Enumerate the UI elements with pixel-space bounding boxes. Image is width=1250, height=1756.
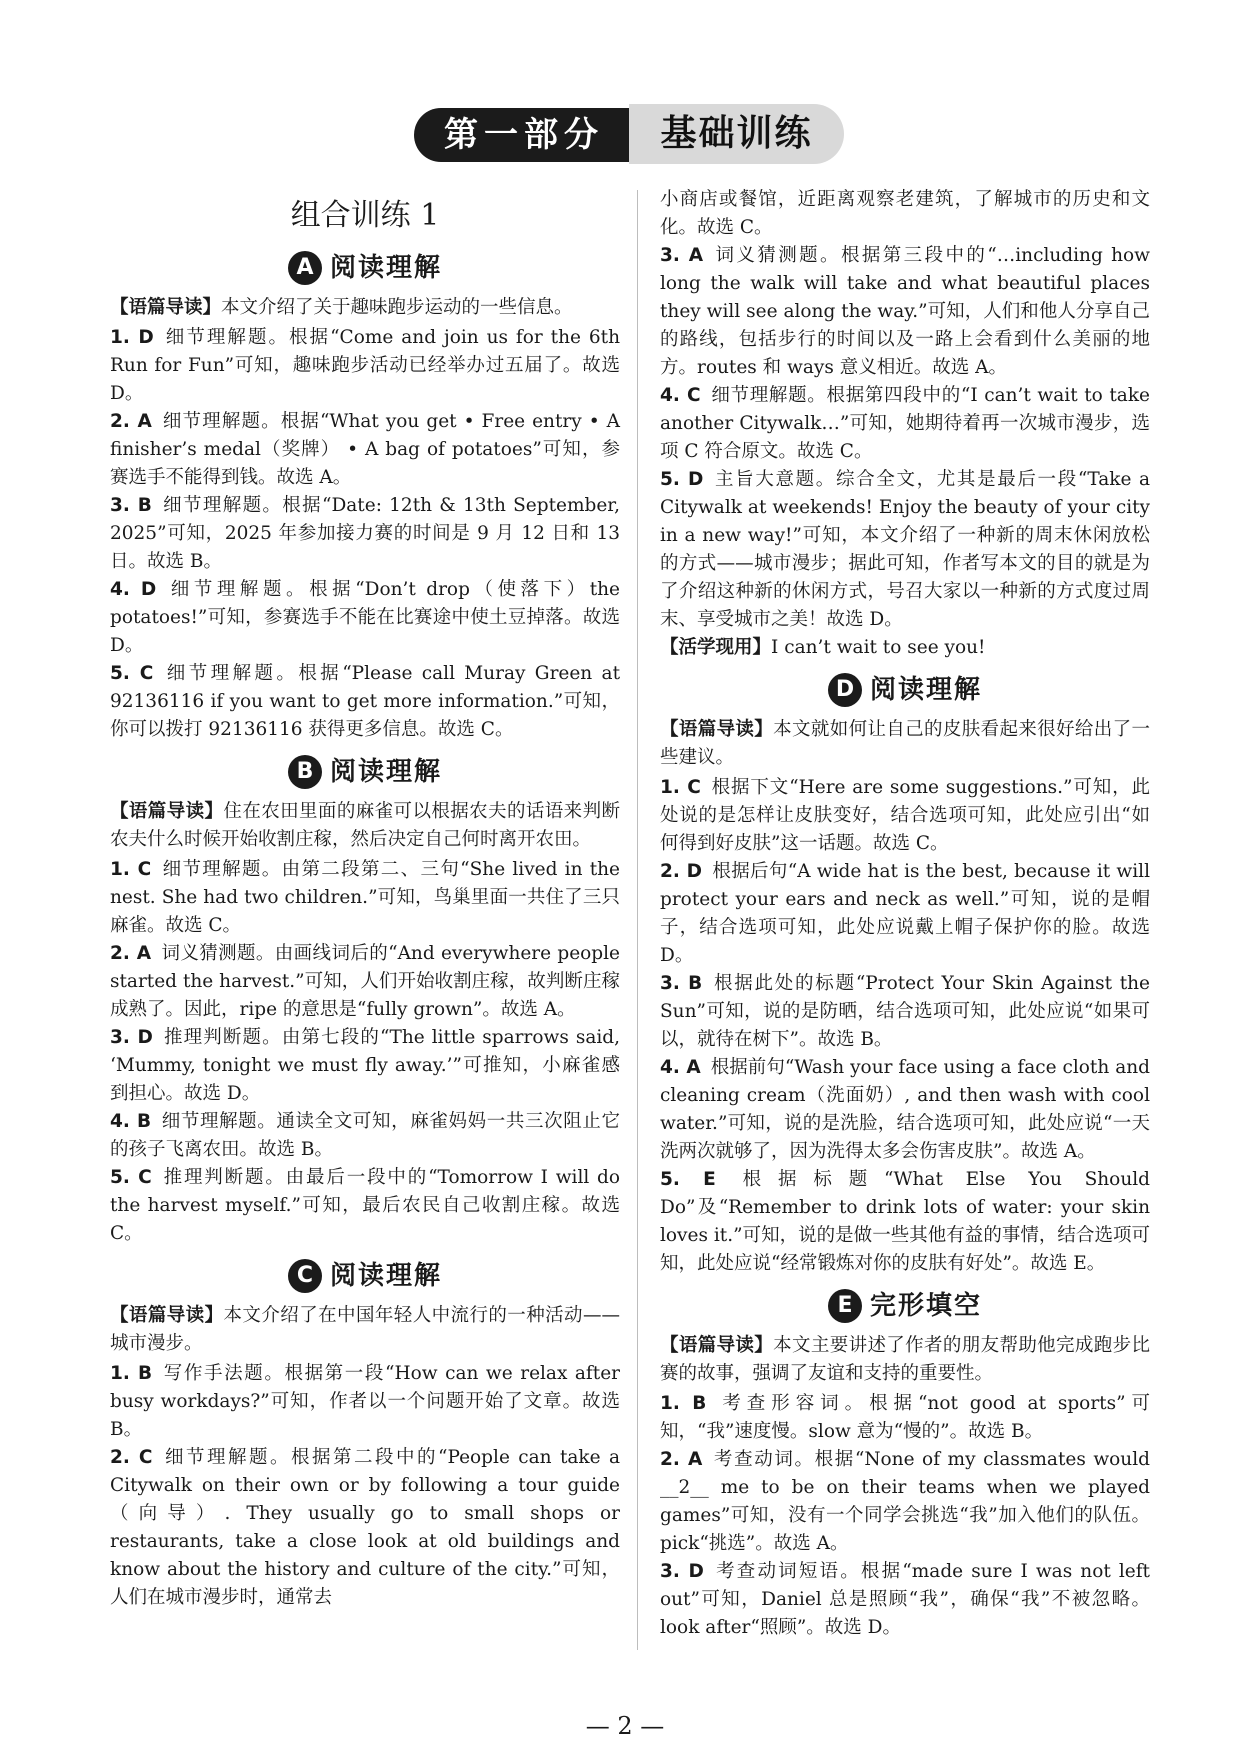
section-c-guide: 【语篇导读】本文介绍了在中国年轻人中流行的一种活动——城市漫步。 (110, 1305, 620, 1354)
section-b-title: 阅读理解 (329, 757, 442, 787)
section-c-title: 阅读理解 (329, 1261, 442, 1291)
answer-item: 1. D 细节理解题。根据“Come and join us for the 6th Run for Fun”可知，趣味跑步活动已经举办过五届了。故选 D。 (110, 327, 620, 404)
part-title: 基础训练 (629, 104, 844, 164)
part-banner (414, 104, 850, 166)
answer-item: 2. A 词义猜测题。由画线词后的“And everywhere people started the harvest.”可知，人们开始收割庄稼，故判断庄稼成熟了。因此，ripe 的意思是“fully grown”。故选 A。 (110, 943, 620, 1020)
answer-item: 3. A 词义猜测题。根据第三段中的“…including how long the walk will take and what beautiful places they will see along the way.”可知，人们和他人分享自己的路线，包括步行的时间以及一路上会看到什么美丽的地方。routes 和 ways 意义相近。故选 A。 (660, 245, 1150, 378)
section-b-heading (110, 752, 620, 792)
usage-note: 【活学现用】I can’t wait to see you! (660, 637, 986, 658)
section-b-guide: 【语篇导读】住在农田里面的麻雀可以根据农夫的话语来判断农夫什么时候开始收割庄稼，然后决定自己何时离开农田。 (110, 801, 620, 850)
answer-item: 1. C 根据下文“Here are some suggestions.”可知，此处说的是怎样让皮肤变好，结合选项可知，此处应引出“如何得到好皮肤”这一话题。故选 C。 (660, 777, 1150, 854)
section-a-heading (110, 248, 620, 288)
section-d-title: 阅读理解 (869, 675, 982, 705)
answer-item: 3. D 推理判断题。由第七段的“The little sparrows said, ‘Mummy, tonight we must fly away.’”可推知，小麻雀感到担心。故选 D。 (110, 1027, 620, 1104)
answer-item: 5. C 细节理解题。根据“Please call Muray Green at 92136116 if you want to get more information.”可知，你可以拨打 92136116 获得更多信息。故选 C。 (110, 663, 620, 740)
answer-item: 2. A 考查动词。根据“None of my classmates would __2__ me to be on their teams when we played games”可知，没有一个同学会挑选“我”加入他们的队伍。pick“挑选”。故选 A。 (660, 1449, 1150, 1554)
continued-text: 小商店或餐馆，近距离观察老建筑，了解城市的历史和文化。故选 C。 (660, 189, 1150, 238)
answer-item: 5. C 推理判断题。由最后一段中的“Tomorrow I will do the harvest myself.”可知，最后农民自己收割庄稼。故选 C。 (110, 1167, 620, 1244)
answer-item: 1. B 考查形容词。根据“not good at sports”可知，“我”速度慢。slow 意为“慢的”。故选 B。 (660, 1393, 1150, 1442)
section-c-heading (110, 1256, 620, 1296)
section-a-guide: 【语篇导读】本文介绍了关于趣味跑步运动的一些信息。 (110, 297, 573, 318)
section-b-badge: B (288, 755, 322, 789)
right-column (660, 186, 1150, 1642)
answer-item: 4. A 根据前句“Wash your face using a face cloth and cleaning cream（洗面奶）, and then wash with cool water.”可知，说的是洗脸，结合选项可知，此处应说“一天洗两次就够了，因为洗得太多会伤害皮肤”。故选 A。 (660, 1057, 1150, 1162)
answer-item: 1. C 细节理解题。由第二段第二、三句“She lived in the nest. She had two children.”可知，鸟巢里面一共住了三只麻雀。故选 C。 (110, 859, 621, 936)
section-d-badge: D (828, 673, 862, 707)
part-label: 第一部分 (414, 108, 634, 162)
answer-item: 2. A 细节理解题。根据“What you get • Free entry • A finisher’s medal（奖牌） • A bag of potatoes”可知，参赛选手不能得到钱。故选 A。 (110, 411, 620, 488)
section-a-badge: A (288, 251, 322, 285)
answer-item: 1. B 写作手法题。根据第一段“How can we relax after busy workdays?”可知，作者以一个问题开始了文章。故选 B。 (110, 1363, 620, 1440)
section-d-heading (660, 670, 1150, 710)
section-e-badge: E (828, 1289, 862, 1323)
answer-item: 5. D 主旨大意题。综合全文，尤其是最后一段“Take a Citywalk at weekends! Enjoy the beauty of your city in a new way!”可知，本文介绍了一种新的周末休闲放松的方式——城市漫步；据此可知，作者写本文的目的就是为了介绍这种新的休闲方式，号召大家以一种新的方式度过周末、享受城市之美！故选 D。 (660, 469, 1150, 630)
section-e-heading (660, 1286, 1150, 1326)
answer-item: 2. D 根据后句“A wide hat is the best, because it will protect your ears and neck as well.”可知，说的是帽子，结合选项可知，此处应说戴上帽子保护你的脸。故选 D。 (660, 861, 1150, 966)
section-c-badge: C (288, 1259, 322, 1293)
answer-item: 3. B 根据此处的标题“Protect Your Skin Against the Sun”可知，说的是防晒，结合选项可知，此处应说“如果可以，就待在树下”。故选 B。 (660, 973, 1150, 1050)
section-e-title: 完形填空 (869, 1291, 982, 1321)
answer-item: 4. C 细节理解题。根据第四段中的“I can’t wait to take another Citywalk…”可知，她期待着再一次城市漫步，选项 C 符合原文。故选 C。 (660, 385, 1150, 462)
answer-item: 2. C 细节理解题。根据第二段中的“People can take a Citywalk on their own or by following a tour guide（向导）. They usually go to small shops or restaurants, take a close look at old buildings and know about the history and culture of the city.”可知，人们在城市漫步时，通常去 (110, 1447, 621, 1608)
page-number: — 2 — (585, 1712, 665, 1740)
column-divider (637, 190, 638, 1650)
section-d-guide: 【语篇导读】本文就如何让自己的皮肤看起来很好给出了一些建议。 (660, 719, 1150, 768)
section-e-guide: 【语篇导读】本文主要讲述了作者的朋友帮助他完成跑步比赛的故事，强调了友谊和支持的重要性。 (660, 1335, 1150, 1384)
answer-item: 4. D 细节理解题。根据“Don’t drop（使落下）the potatoes!”可知，参赛选手不能在比赛途中使土豆掉落。故选 D。 (110, 579, 620, 656)
answer-item: 5. E 根据标题“What Else You Should Do”及“Remember to drink lots of water: your skin loves it.”可知，说的是做一些其他有益的事情，结合选项可知，此处应说“经常锻炼对你的皮肤有好处”。故选 E。 (660, 1169, 1150, 1274)
answer-item: 4. B 细节理解题。通读全文可知，麻雀妈妈一共三次阻止它的孩子飞离农田。故选 B。 (110, 1111, 620, 1160)
answer-item: 3. B 细节理解题。根据“Date: 12th & 13th September, 2025”可知，2025 年参加接力赛的时间是 9 月 12 日和 13 日。故选 B。 (110, 495, 620, 572)
left-column (110, 186, 620, 1612)
set-title: 组合训练 1 (290, 198, 440, 233)
section-a-title: 阅读理解 (329, 253, 442, 283)
answer-item: 3. D 考查动词短语。根据“made sure I was not left out”可知，Daniel 总是照顾“我”，确保“我”不被忽略。look after“照顾”。故选 D。 (660, 1561, 1150, 1638)
